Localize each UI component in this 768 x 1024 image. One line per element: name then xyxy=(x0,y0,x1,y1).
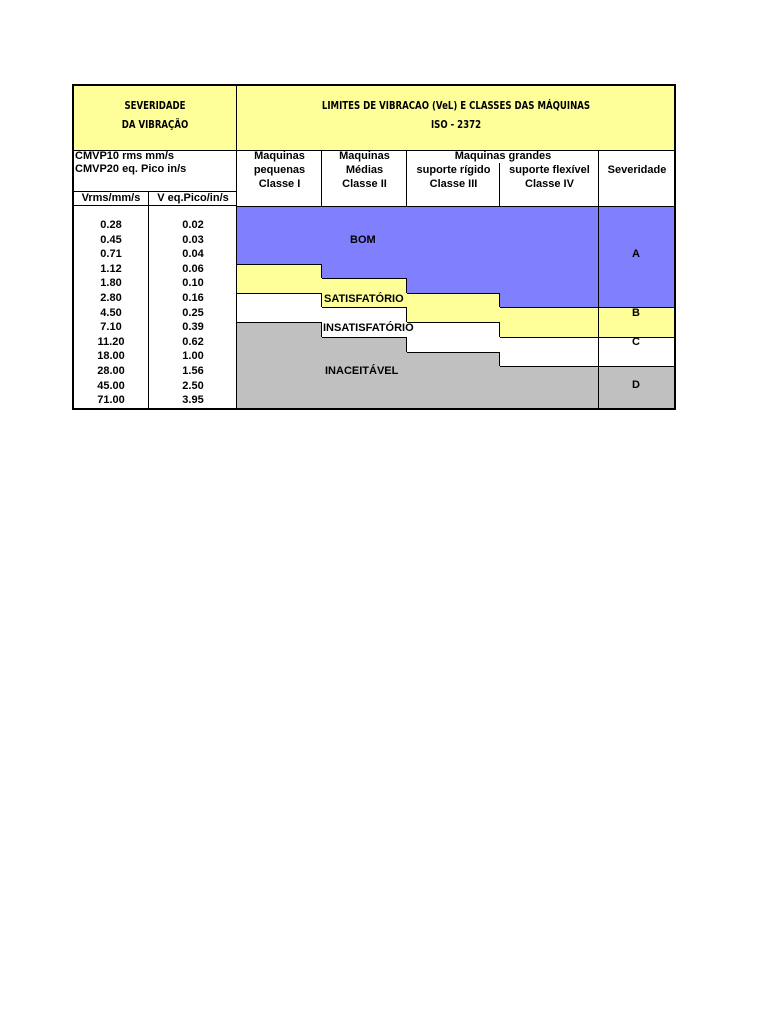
boundary-sat-h3 xyxy=(407,322,500,323)
units-label-peak: CMVP20 eq. Pico in/s xyxy=(75,163,187,175)
vpico-value: 0.03 xyxy=(182,234,204,246)
zone-satisfactory-class4 xyxy=(500,307,599,337)
vrms-value: 0.28 xyxy=(100,219,122,231)
zone-satisfactory-class3 xyxy=(407,293,500,322)
zone-label-unacceptable: INACEITÁVEL xyxy=(325,365,399,377)
vrms-value: 0.45 xyxy=(100,234,122,246)
zone-unacceptable-class1 xyxy=(237,322,322,409)
zone-label-good: BOM xyxy=(350,234,376,246)
vpico-column-header: V eq.Pico/in/s xyxy=(157,192,229,204)
class2-header-line3: Classe II xyxy=(342,178,387,190)
class1-header-line2: pequenas xyxy=(253,164,306,176)
class4-header-line1: suporte flexível xyxy=(509,164,590,176)
zone-label-satisfactory: SATISFATÓRIO xyxy=(324,293,404,305)
boundary-good-v3 xyxy=(499,293,500,307)
boundary-unsat-v2 xyxy=(406,337,407,352)
vpico-value: 0.39 xyxy=(182,321,204,333)
limits-header-title: LIMITES DE VIBRACAO (VeL) E CLASSES DAS MÁQUINAS xyxy=(321,99,591,112)
vpico-value: 0.62 xyxy=(182,336,204,348)
severity-grade-b: B xyxy=(632,307,640,319)
vpico-value: 0.10 xyxy=(182,277,204,289)
boundary-unsat-v1 xyxy=(321,322,322,337)
severity-header-title-1: SEVERIDADE xyxy=(124,99,186,112)
boundary-unsat-h3 xyxy=(407,352,500,353)
class4-header-line2: Classe IV xyxy=(525,178,574,190)
vrms-header-bottom-line xyxy=(73,205,237,206)
vrms-column-header: Vrms/mm/s xyxy=(81,192,141,204)
boundary-good-h1 xyxy=(237,264,322,265)
vrms-value: 1.12 xyxy=(100,263,122,275)
class2-header-line2: Médias xyxy=(345,164,384,176)
boundary-good-v1 xyxy=(321,264,322,278)
vrms-value: 45.00 xyxy=(97,380,125,392)
boundary-sat-h4 xyxy=(500,337,675,338)
vrms-value: 71.00 xyxy=(97,394,125,406)
severity-grade-d: D xyxy=(632,379,640,391)
vpico-value: 2.50 xyxy=(182,380,204,392)
severity-header-title-2: DA VIBRAÇÃO xyxy=(121,118,189,131)
boundary-unsat-h1 xyxy=(237,322,322,323)
vpico-value: 0.25 xyxy=(182,307,204,319)
severity-grade-a: A xyxy=(632,248,640,260)
zone-unacceptable-class4 xyxy=(500,366,599,409)
vrms-value: 7.10 xyxy=(100,321,122,333)
vrms-value: 28.00 xyxy=(97,365,125,377)
class1-header-line1: Maquinas xyxy=(254,150,305,162)
boundary-unsat-h2 xyxy=(322,337,407,338)
boundary-sat-v2 xyxy=(406,307,407,322)
class3-header-line2: Classe III xyxy=(429,178,478,190)
class1-header-line3: Classe I xyxy=(258,178,301,190)
vpico-value: 1.00 xyxy=(182,350,204,362)
zone-good-class3 xyxy=(407,207,500,293)
vrms-value: 2.80 xyxy=(100,292,122,304)
iso-standard-label: ISO - 2372 xyxy=(430,118,482,131)
boundary-good-h2 xyxy=(322,278,407,279)
table-border-bottom xyxy=(72,408,676,410)
boundary-unsat-h4 xyxy=(500,366,675,367)
zone-good-class4 xyxy=(500,207,599,307)
vrms-value: 4.50 xyxy=(100,307,122,319)
table-border-top xyxy=(72,84,676,86)
vrms-value: 11.20 xyxy=(97,336,125,348)
vpico-value: 0.04 xyxy=(182,248,204,260)
class3-header-line1: suporte rígido xyxy=(416,164,491,176)
zone-unacceptable-class3 xyxy=(407,352,500,409)
vpico-value: 0.06 xyxy=(182,263,204,275)
boundary-sat-v3 xyxy=(499,322,500,337)
class2-header-line1: Maquinas xyxy=(339,150,390,162)
large-machines-header: Maquinas grandes xyxy=(454,150,552,162)
severity-column-header: Severidade xyxy=(607,164,667,176)
zone-good-class1 xyxy=(237,207,322,264)
boundary-sat-h2 xyxy=(322,307,407,308)
vpico-value: 3.95 xyxy=(182,394,204,406)
column-header-bottom-line xyxy=(237,206,676,207)
boundary-good-h4 xyxy=(500,307,675,308)
boundary-good-v2 xyxy=(406,278,407,293)
vpico-value: 1.56 xyxy=(182,365,204,377)
table-border-right xyxy=(674,84,676,410)
units-label-rms: CMVP10 rms mm/s xyxy=(75,150,175,162)
boundary-sat-v1 xyxy=(321,293,322,307)
boundary-sat-h1 xyxy=(237,293,322,294)
vpico-value: 0.02 xyxy=(182,219,204,231)
severity-grade-c: C xyxy=(632,336,640,348)
boundary-unsat-v3 xyxy=(499,352,500,366)
zone-satisfactory-class1 xyxy=(237,264,322,293)
zone-label-unsatisfactory: INSATISFATÓRIO xyxy=(323,322,414,334)
vrms-value: 0.71 xyxy=(100,248,122,260)
vrms-value: 1.80 xyxy=(100,277,122,289)
vpico-value: 0.16 xyxy=(182,292,204,304)
vrms-value: 18.00 xyxy=(97,350,125,362)
boundary-good-h3 xyxy=(407,293,500,294)
